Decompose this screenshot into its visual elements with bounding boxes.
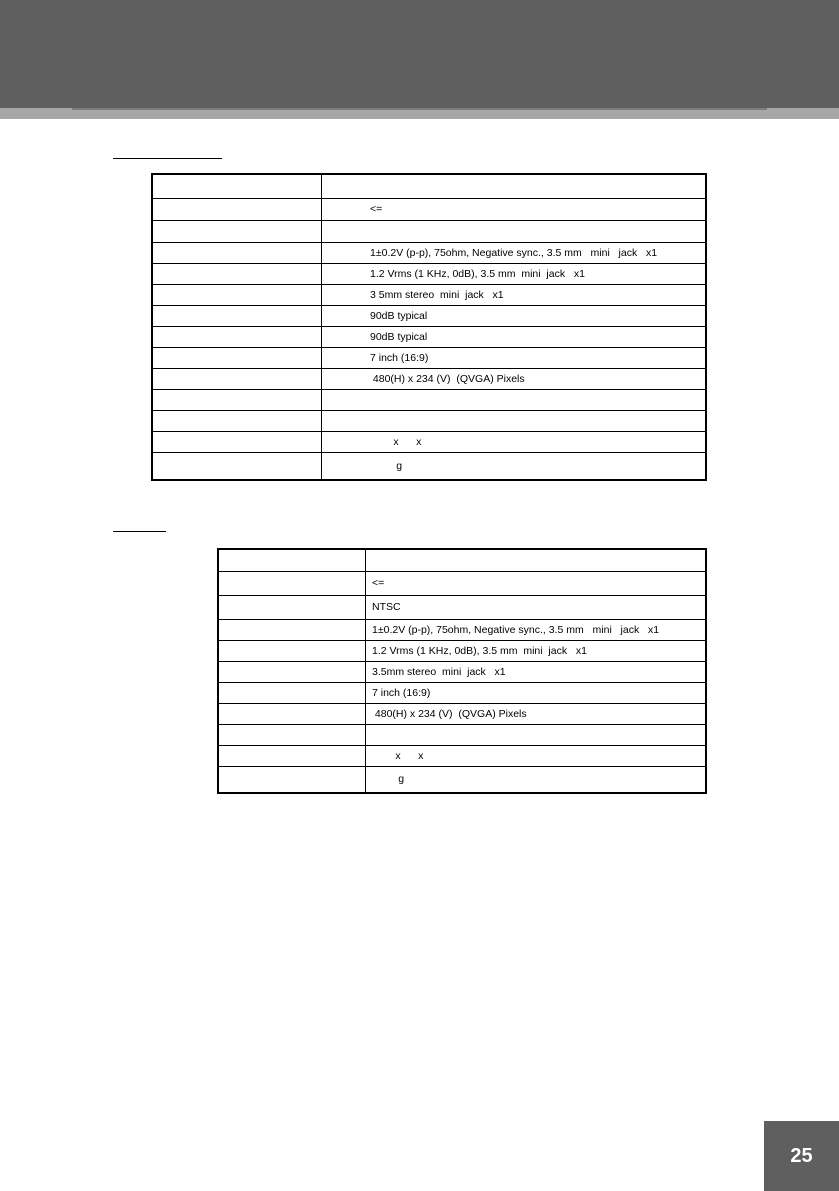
spec-label-cell [218, 549, 366, 571]
page-number: 25 [790, 1144, 813, 1167]
table-row [152, 431, 706, 452]
spec-value-cell: x x [366, 745, 707, 766]
table-row [152, 452, 706, 480]
table-row [152, 284, 706, 305]
spec-value-cell: 3.5mm stereo mini jack x1 [366, 661, 707, 682]
spec-value-cell: 3 5mm stereo mini jack x1 [322, 284, 707, 305]
spec-label-cell [152, 368, 322, 389]
spec-value-cell: 480(H) x 234 (V) (QVGA) Pixels [322, 368, 707, 389]
spec-value-cell: 7 inch (16:9) [366, 682, 707, 703]
spec-label-cell [152, 220, 322, 242]
spec-label-cell [152, 284, 322, 305]
table-row [218, 619, 706, 640]
spec-value-cell [322, 174, 707, 198]
spec-value-cell: 1±0.2V (p-p), 75ohm, Negative sync., 3.5 mm mini jack x1 [322, 242, 707, 263]
table-row [152, 326, 706, 347]
spec-value-cell: x x [322, 431, 707, 452]
spec-value-cell: <= [366, 571, 707, 595]
table-row [218, 703, 706, 724]
spec-value-cell: 1.2 Vrms (1 KHz, 0dB), 3.5 mm mini jack x1 [366, 640, 707, 661]
spec-value-cell [322, 220, 707, 242]
header-band [0, 0, 839, 108]
spec-label-cell [218, 745, 366, 766]
spec-label-cell [218, 571, 366, 595]
table-row [218, 571, 706, 595]
spec-value-cell: NTSC [366, 595, 707, 619]
spec-label-cell [218, 640, 366, 661]
spec-value-cell: <= [322, 198, 707, 220]
table-row [218, 745, 706, 766]
spec-label-cell [218, 766, 366, 793]
spec-value-cell: 1±0.2V (p-p), 75ohm, Negative sync., 3.5 mm mini jack x1 [366, 619, 707, 640]
spec-label-cell [152, 410, 322, 431]
table-row [218, 724, 706, 745]
spec-label-cell [152, 347, 322, 368]
spec-label-cell [218, 661, 366, 682]
spec-label-cell [152, 389, 322, 410]
spec-label-cell [218, 724, 366, 745]
spec-table-2 [217, 548, 707, 794]
spec-label-cell [152, 198, 322, 220]
table-row [218, 549, 706, 571]
spec-label-cell [218, 595, 366, 619]
table-row [152, 198, 706, 220]
spec-value-cell: g [366, 766, 707, 793]
table-row [152, 347, 706, 368]
spec-label-cell [152, 242, 322, 263]
spec-label-cell [218, 703, 366, 724]
spec-value-cell: 480(H) x 234 (V) (QVGA) Pixels [366, 703, 707, 724]
spec-value-cell [322, 389, 707, 410]
spec-table-1 [151, 173, 707, 481]
spec-value-cell [322, 410, 707, 431]
table-row [152, 220, 706, 242]
spec-label-cell [218, 682, 366, 703]
spec-label-cell [152, 263, 322, 284]
table-row [152, 263, 706, 284]
table-row [152, 368, 706, 389]
spec-label-cell [218, 619, 366, 640]
table-row [152, 242, 706, 263]
spec-value-cell: 7 inch (16:9) [322, 347, 707, 368]
page-number-tab [764, 1121, 839, 1191]
spec-value-cell [366, 724, 707, 745]
section1-heading-underline [113, 158, 222, 159]
table-row [152, 174, 706, 198]
spec-label-cell [152, 452, 322, 480]
spec-value-cell: g [322, 452, 707, 480]
table-row [218, 595, 706, 619]
table-row [218, 661, 706, 682]
table-row [218, 682, 706, 703]
table-row [218, 640, 706, 661]
spec-value-cell [366, 549, 707, 571]
spec-value-cell: 90dB typical [322, 326, 707, 347]
section2-heading-underline [113, 531, 166, 532]
spec-value-cell: 1.2 Vrms (1 KHz, 0dB), 3.5 mm mini jack x1 [322, 263, 707, 284]
spec-label-cell [152, 305, 322, 326]
table-row [218, 766, 706, 793]
spec-label-cell [152, 326, 322, 347]
spec-value-cell: 90dB typical [322, 305, 707, 326]
table-row [152, 410, 706, 431]
spec-label-cell [152, 174, 322, 198]
spec-label-cell [152, 431, 322, 452]
header-rule-accent [72, 108, 767, 110]
table-row [152, 389, 706, 410]
table-row [152, 305, 706, 326]
